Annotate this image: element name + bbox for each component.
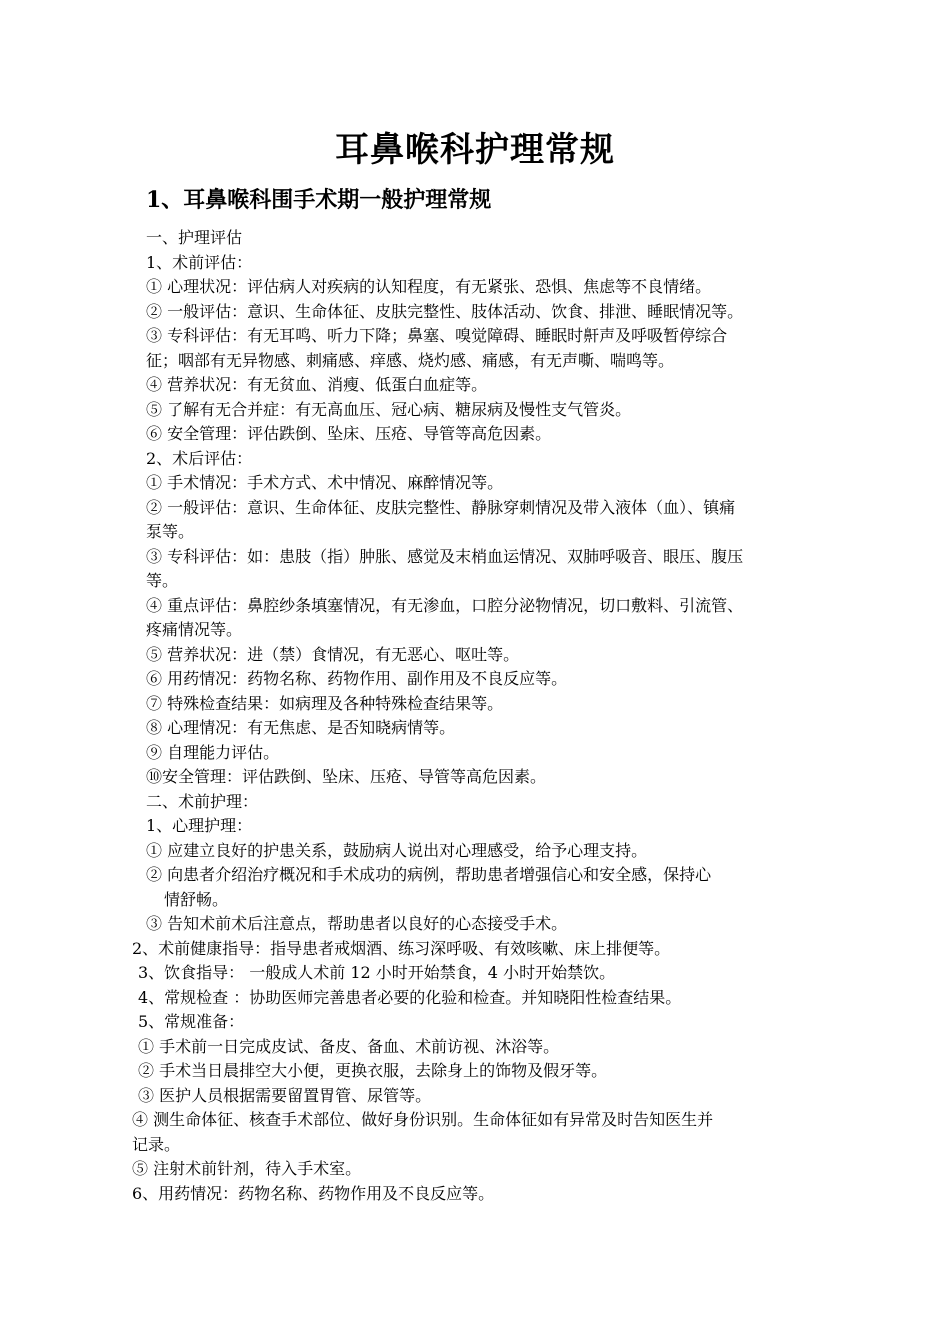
section-heading: 1、耳鼻喉科围手术期一般护理常规 bbox=[146, 187, 492, 213]
subsection-label: 6、用药情况：药物名称、药物作用及不良反应等。 bbox=[132, 1184, 495, 1203]
list-item: ⑥ 安全管理：评估跌倒、坠床、压疮、导管等高危因素。 bbox=[146, 424, 552, 443]
list-item: ① 手术情况：手术方式、术中情况、麻醉情况等。 bbox=[146, 473, 504, 492]
list-item: ③ 告知术前术后注意点，帮助患者以良好的心态接受手术。 bbox=[146, 914, 568, 933]
list-item: ⑤ 了解有无合并症：有无高血压、冠心病、糖尿病及慢性支气管炎。 bbox=[146, 400, 632, 419]
page-title: 耳鼻喉科护理常规 bbox=[335, 130, 615, 170]
list-item: ② 向患者介绍治疗概况和手术成功的病例，帮助患者增强信心和安全感，保持心 bbox=[146, 865, 712, 884]
list-item: ④ 测生命体征、核查手术部位、做好身份识别。生命体征如有异常及时告知医生并 bbox=[132, 1110, 714, 1129]
list-item: ⑤ 营养状况：进（禁）食情况，有无恶心、呕吐等。 bbox=[146, 645, 520, 664]
list-item-continued: 情舒畅。 bbox=[164, 890, 229, 909]
subsection-label: 1、心理护理： bbox=[146, 816, 253, 835]
list-item-continued: 征；咽部有无异物感、刺痛感、痒感、烧灼感、痛感，有无声嘶、喘鸣等。 bbox=[146, 351, 675, 370]
list-item: ⑨ 自理能力评估。 bbox=[146, 743, 280, 762]
list-item: ① 应建立良好的护患关系，鼓励病人说出对心理感受，给予心理支持。 bbox=[146, 841, 648, 860]
list-item-continued: 记录。 bbox=[132, 1135, 181, 1154]
list-item: ④ 重点评估：鼻腔纱条填塞情况，有无渗血，口腔分泌物情况，切口敷料、引流管、 bbox=[146, 596, 744, 615]
list-item: ③ 专科评估：如：患肢（指）肿胀、感觉及末梢血运情况、双肺呼吸音、眼压、腹压 bbox=[146, 547, 744, 566]
list-item: ① 手术前一日完成皮试、备皮、备血、术前访视、沐浴等。 bbox=[138, 1037, 560, 1056]
list-item-continued: 疼痛情况等。 bbox=[146, 620, 243, 639]
list-item: ⑧ 心理情况：有无焦虑、是否知晓病情等。 bbox=[146, 718, 456, 737]
subsection-label: 3、饮食指导： 一般成人术前 12 小时开始禁食，4 小时开始禁饮。 bbox=[138, 963, 616, 982]
list-item: ② 一般评估：意识、生命体征、皮肤完整性、静脉穿刺情况及带入液体（血）、镇痛 bbox=[146, 498, 736, 517]
subsection-label: 5、常规准备： bbox=[138, 1012, 245, 1031]
list-item: ④ 营养状况：有无贫血、消瘦、低蛋白血症等。 bbox=[146, 375, 488, 394]
list-item: ③ 医护人员根据需要留置胃管、尿管等。 bbox=[138, 1086, 432, 1105]
subsection-label: 2、术前健康指导：指导患者戒烟酒、练习深呼吸、有效咳嗽、床上排便等。 bbox=[132, 939, 671, 958]
list-item-continued: 泵等。 bbox=[146, 522, 195, 541]
subsection-label: 2、术后评估： bbox=[146, 449, 253, 468]
list-item: ② 一般评估：意识、生命体征、皮肤完整性、肢体活动、饮食、排泄、睡眠情况等。 bbox=[146, 302, 744, 321]
list-item: ⑥ 用药情况：药物名称、药物作用、副作用及不良反应等。 bbox=[146, 669, 568, 688]
section-label: 一、护理评估 bbox=[146, 228, 243, 247]
list-item: ⑤ 注射术前针剂，待入手术室。 bbox=[132, 1159, 362, 1178]
list-item: ① 心理状况：评估病人对疾病的认知程度，有无紧张、恐惧、焦虑等不良情绪。 bbox=[146, 277, 712, 296]
list-item: ③ 专科评估：有无耳鸣、听力下降；鼻塞、嗅觉障碍、睡眠时鼾声及呼吸暂停综合 bbox=[146, 326, 728, 345]
subsection-label: 1、术前评估： bbox=[146, 253, 253, 272]
subsection-label: 4、常规检查 ：协助医师完善患者必要的化验和检查。并知晓阳性检查结果。 bbox=[138, 988, 682, 1007]
list-item: ② 手术当日晨排空大小便，更换衣服，去除身上的饰物及假牙等。 bbox=[138, 1061, 608, 1080]
list-item: ⑩安全管理：评估跌倒、坠床、压疮、导管等高危因素。 bbox=[146, 767, 547, 786]
section-label: 二、术前护理： bbox=[146, 792, 259, 811]
list-item-continued: 等。 bbox=[146, 571, 179, 590]
list-item: ⑦ 特殊检查结果：如病理及各种特殊检查结果等。 bbox=[146, 694, 504, 713]
